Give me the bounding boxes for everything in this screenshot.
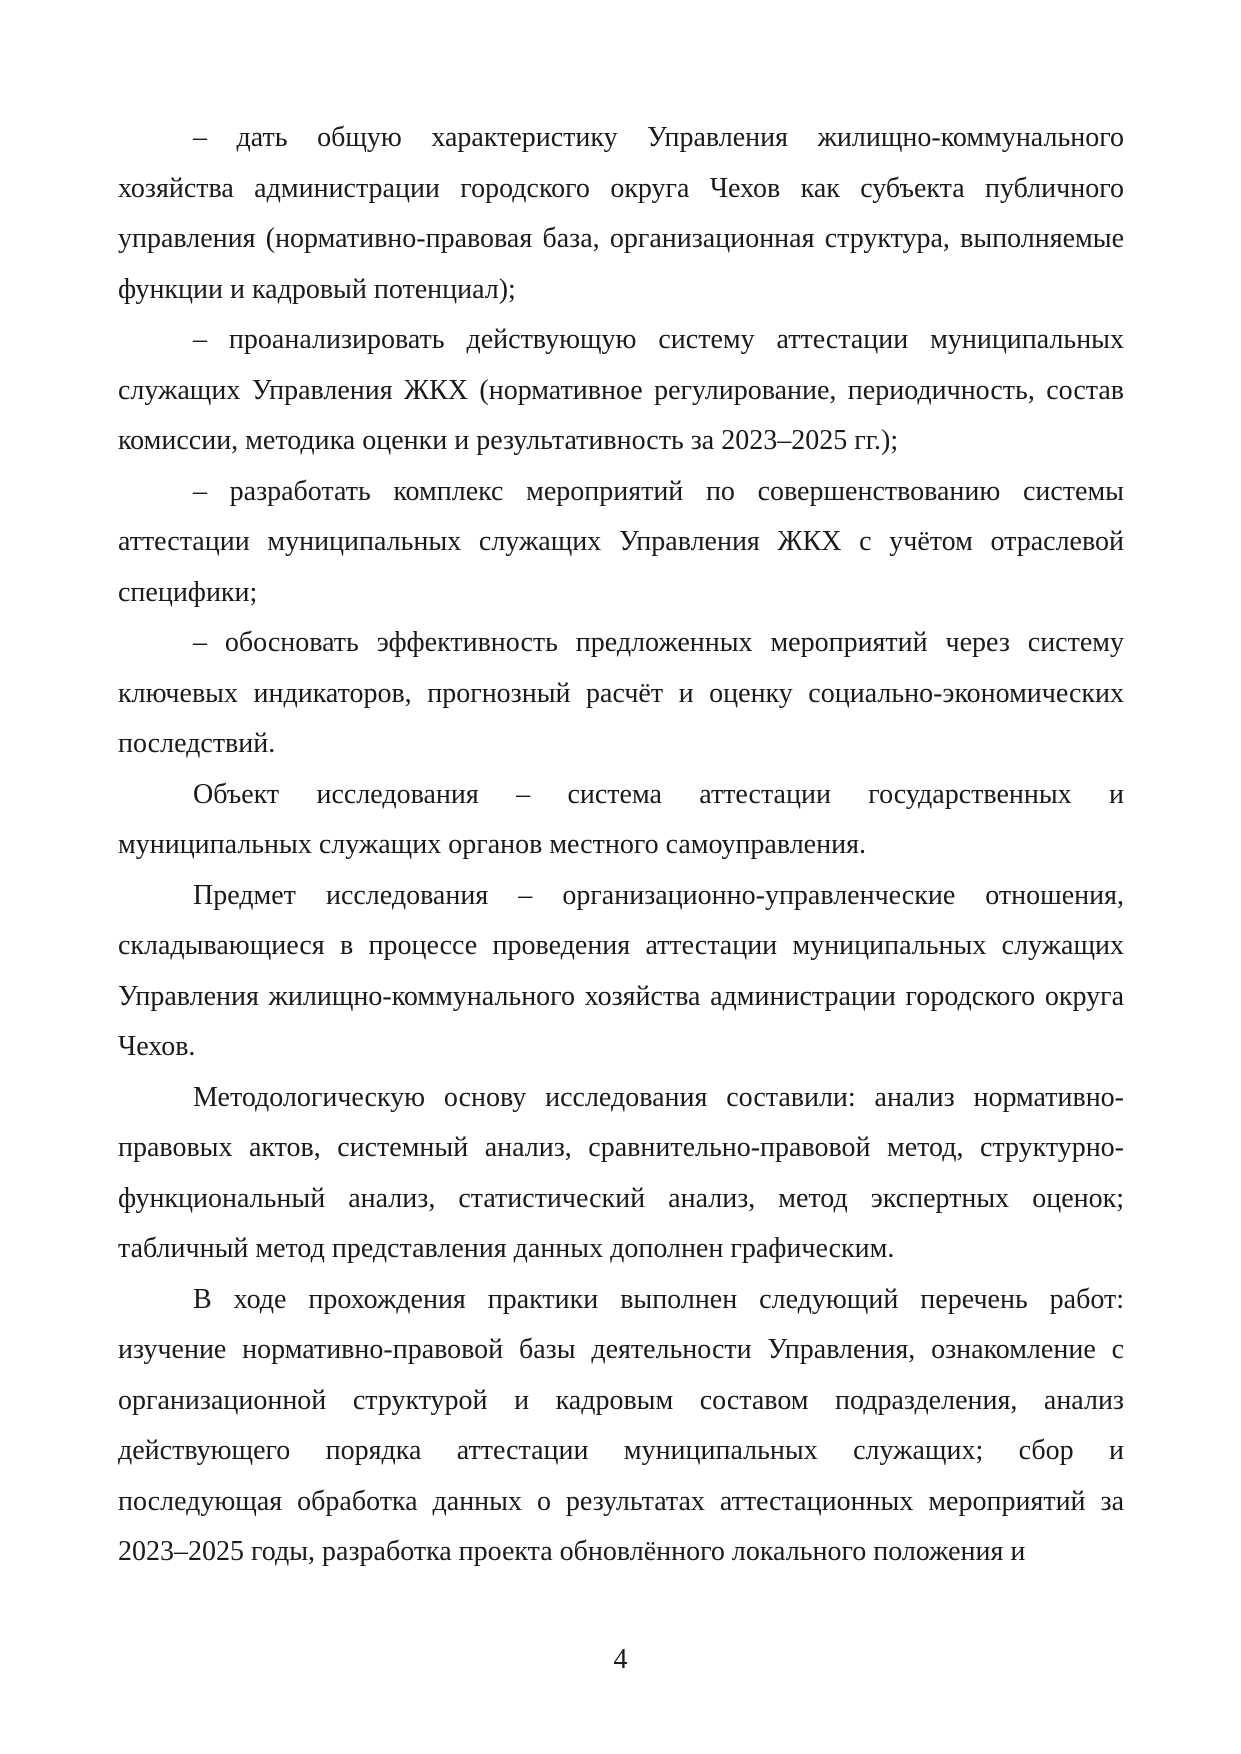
paragraph-task-justify: – обосновать эффективность предложенных мероприятий через систему ключевых индикаторов, прогнозный расчёт и оценку социально-экономических последствий. [118,627,1124,759]
paragraph-research-subject: Предмет исследования – организационно-управленческие отношения, складывающиеся в процессе проведения аттестации муниципальных служащих Управления жилищно-коммунального хозяйства администрации городского округа Чехов. [118,879,1124,1062]
page-number: 4 [613,1644,628,1675]
paragraph-practice-work: В ходе прохождения практики выполнен следующий перечень работ: изучение нормативно-правовой базы деятельности Управления, ознакомление с организационной структурой и кадровым составом подразделения, анализ действующего порядка аттестации муниципальных служащих; сбор и последующая обработка данных о результатах аттестационных мероприятий за 2023–2025 годы, разработка проекта обновлённого локального положения и [118,1283,1124,1567]
document-body [118,113,1124,1578]
paragraph-task-develop: – разработать комплекс мероприятий по совершенствованию системы аттестации муниципальных служащих Управления ЖКХ с учётом отраслевой специфики; [118,475,1124,608]
paragraph-methodology: Методологическую основу исследования составили: анализ нормативно-правовых актов, системный анализ, сравнительно-правовой метод, структурно-функциональный анализ, статистический анализ, метод экспертных оценок; табличный метод представления данных дополнен графическим. [118,1081,1124,1264]
paragraph-research-object: Объект исследования – система аттестации государственных и муниципальных служащих органов местного самоуправления. [118,778,1124,860]
paragraph-task-analyze: – проанализировать действующую систему аттестации муниципальных служащих Управления ЖКХ (нормативное регулирование, периодичность, состав комиссии, методика оценки и результативность за 2023–2025 гг.); [118,324,1124,456]
paragraph-task-characteristic: – дать общую характеристику Управления жилищно-коммунального хозяйства администрации городского округа Чехов как субъекта публичного управления (нормативно-правовая база, организационная структура, выполняемые функции и кадровый потенциал); [118,122,1124,305]
